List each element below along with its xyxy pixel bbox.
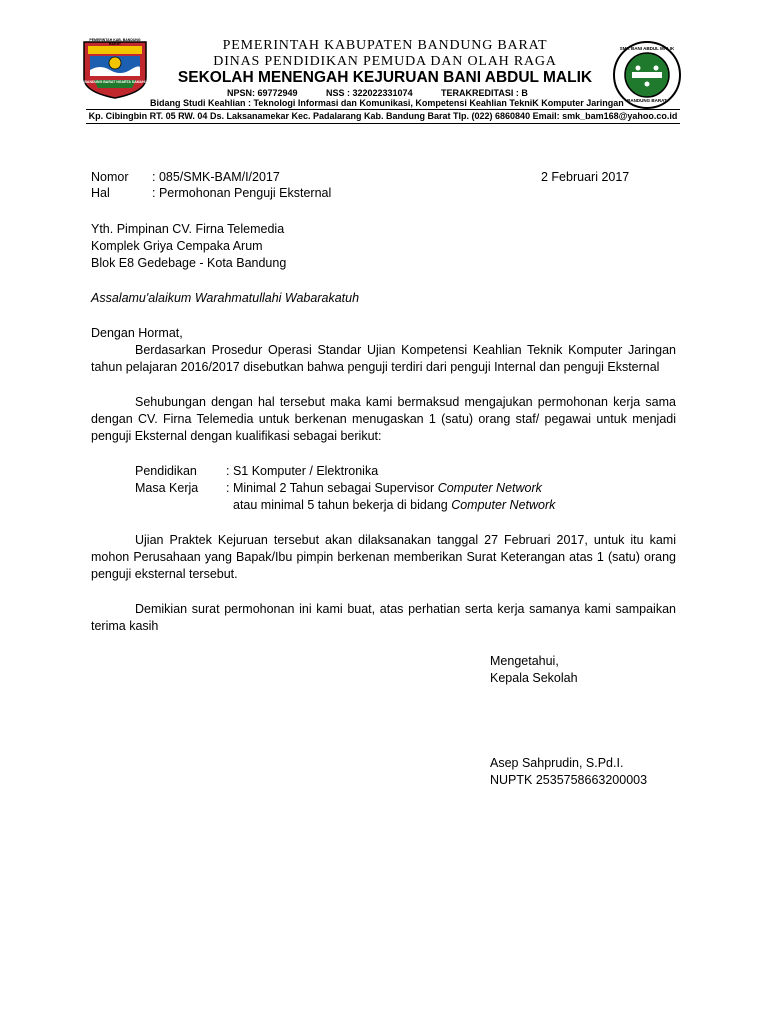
right-logo-bottom-text: BANDUNG BARAT — [627, 98, 667, 103]
header-rule-bottom — [86, 123, 680, 124]
regency-crest-icon — [78, 38, 152, 100]
masa-kerja-italic-1: Computer Network — [437, 481, 542, 495]
header-rule-top — [86, 109, 680, 110]
salutation: Assalamu'alaikum Warahmatullahi Wabarakatuh — [91, 291, 360, 305]
masa-kerja-line-1 — [226, 481, 542, 495]
para3-line-2: mohon Perusahaan yang Bapak/Ibu pimpin berkenan memberikan Surat Keterangan atas 1 (satu) orang — [91, 550, 676, 564]
masa-kerja-line-2 — [233, 498, 555, 512]
header-government: PEMERINTAH KABUPATEN BANDUNG BARAT — [222, 38, 548, 53]
left-logo-top-text: PEMERINTAH KAB. BANDUNG BARAT — [89, 38, 141, 46]
signature-nuptk: NUPTK 2535758663200003 — [490, 773, 648, 787]
para1-line-1: Berdasarkan Prosedur Operasi Standar Ujian Kompetensi Keahlian Teknik Komputer Jaringan — [135, 343, 676, 357]
signature-name: Asep Sahprudin, S.Pd.I. — [490, 756, 624, 770]
recipient-line-2: Komplek Griya Cempaka Arum — [91, 239, 263, 253]
header-akreditasi: TERAKREDITASI : B — [441, 88, 528, 98]
para2-line-3: penguji Eksternal dengan kualifikasi sebagai berikut: — [91, 429, 382, 443]
left-logo — [78, 38, 152, 100]
right-logo-top-text: SMK BANI ABDUL MALIK — [619, 46, 675, 51]
nomor-label: Nomor — [91, 170, 129, 184]
header-address: Kp. Cibingbin RT. 05 RW. 04 Ds. Laksanamekar Kec. Padalarang Kab. Bandung Barat Tlp. (022) 6860840 Email: smk_bam168@yahoo.co.id — [88, 111, 678, 121]
header-bidang: Bidang Studi Keahlian : Teknologi Informasi dan Komunikasi, Kompetensi Keahlian TekniK Komputer Jaringan — [150, 98, 624, 108]
para2-line-1: Sehubungan dengan hal tersebut maka kami bermaksud mengajukan permohonan kerja sama — [135, 395, 676, 409]
header-agency: DINAS PENDIDIKAN PEMUDA DAN OLAH RAGA — [213, 54, 557, 69]
para3-line-3: penguji eksternal tersebut. — [91, 567, 238, 581]
header-school-name: SEKOLAH MENENGAH KEJURUAN BANI ABDUL MALIK — [177, 69, 593, 86]
signature-known: Mengetahui, — [490, 654, 559, 668]
para4-line-2: terima kasih — [91, 619, 159, 633]
header-npsn: NPSN: 69772949 — [227, 88, 298, 98]
hal-label: Hal — [91, 186, 110, 200]
recipient-line-1: Yth. Pimpinan CV. Firna Telemedia — [91, 222, 285, 236]
pendidikan-label: Pendidikan — [135, 464, 197, 478]
para1-line-2: tahun pelajaran 2016/2017 disebutkan bahwa penguji terdiri dari penguji Internal dan penguji Eksternal — [91, 360, 660, 374]
para3-line-1: Ujian Praktek Kejuruan tersebut akan dilaksanakan tanggal 27 Februari 2017, untuk itu kami — [135, 533, 676, 547]
pendidikan-value: : S1 Komputer / Elektronika — [226, 464, 379, 478]
letter-date: 2 Februari 2017 — [541, 170, 630, 184]
masa-kerja-text-1: : Minimal 2 Tahun sebagai Supervisor — [226, 481, 438, 495]
hal-value: : Permohonan Penguji Eksternal — [152, 186, 332, 200]
nomor-value: : 085/SMK-BAM/I/2017 — [152, 170, 280, 184]
signature-title: Kepala Sekolah — [490, 671, 578, 685]
masa-kerja-text-2: atau minimal 5 tahun bekerja di bidang — [233, 498, 452, 512]
masa-kerja-italic-2: Computer Network — [451, 498, 556, 512]
left-logo-ribbon-text: BANDUNG BARAT NGARTA SAMAHI — [84, 80, 146, 84]
masa-kerja-label: Masa Kerja — [135, 481, 199, 495]
header-nss: NSS : 322022331074 — [326, 88, 413, 98]
para4-line-1: Demikian surat permohonan ini kami buat, atas perhatian serta kerja samanya kami sampaikan — [135, 602, 676, 616]
para2-line-2: dengan CV. Firna Telemedia untuk berkenan menugaskan 1 (satu) orang staf/ pegawai untuk menjadi — [91, 412, 676, 426]
recipient-line-3: Blok E8 Gedebage - Kota Bandung — [91, 256, 287, 270]
greeting: Dengan Hormat, — [91, 326, 183, 340]
